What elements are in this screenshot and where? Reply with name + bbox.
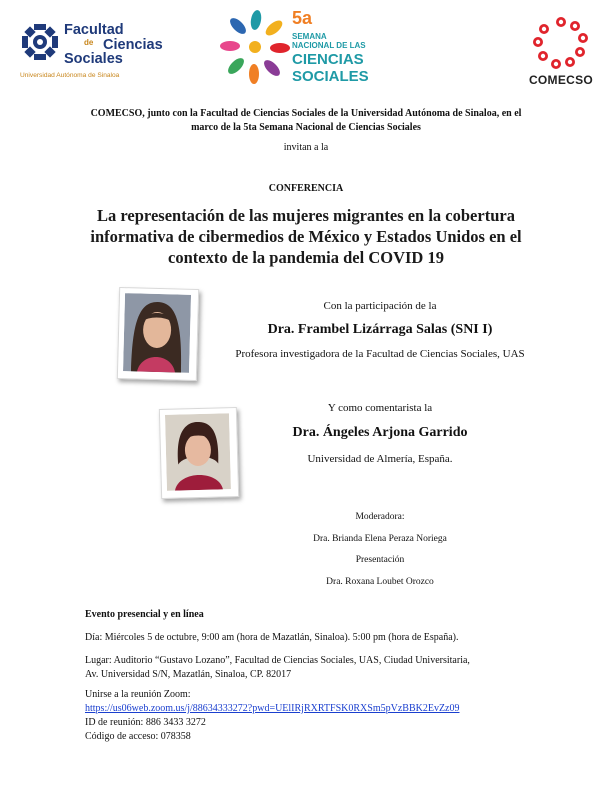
comecso-wordmark: COMECSO (528, 73, 594, 87)
flower-icon (218, 8, 294, 88)
zoom-label: Unirse a la reunión Zoom: (85, 689, 191, 700)
participant-intro: Con la participación de la (323, 300, 437, 312)
moderadora-name: Dra. Brianda Elena Peraza Noriega (313, 534, 447, 544)
portrait-woman-icon (165, 413, 231, 491)
commentator-photo (159, 407, 239, 499)
presentacion-name: Dra. Roxana Loubet Orozco (326, 577, 434, 587)
conference-title: La representación de las mujeres migrantes en la cobertura informativa de cibermedios de México y Estados Unidos en el contexto de la pandemia del COVID 19 (90, 206, 522, 267)
passcode: Código de acceso: 078358 (85, 731, 191, 742)
semana-line1: SEMANA (292, 32, 327, 41)
participant-name: Dra. Frambel Lizárraga Salas (SNI I) (267, 322, 493, 337)
fcs-sub: Universidad Autónoma de Sinaloa (20, 72, 120, 79)
semana-line3: CIENCIAS (292, 51, 364, 68)
semana-logo (218, 8, 388, 90)
invitan-text: invitan a la (283, 142, 329, 153)
commentator-affiliation: Universidad de Almería, España. (307, 453, 453, 465)
presentacion-label: Presentación (355, 555, 405, 565)
conferencia-label: CONFERENCIA (268, 183, 344, 194)
commentator-intro: Y como comentarista la (327, 402, 433, 414)
participant-photo (117, 287, 199, 381)
participant-role: Profesora investigadora de la Facultad de Ciencias Sociales, UAS (235, 348, 525, 360)
event-date: Día: Miércoles 5 de octubre, 9:00 am (hora de Mazatlán, Sinaloa). 5:00 pm (hora de España). (85, 632, 459, 643)
moderadora-label: Moderadora: (355, 512, 405, 522)
event-mode: Evento presencial y en línea (85, 609, 204, 620)
commentator-name: Dra. Ángeles Arjona Garrido (292, 425, 468, 440)
fcs-logo (20, 22, 163, 82)
meeting-id: ID de reunión: 886 3433 3272 (85, 717, 206, 728)
fcs-emblem-icon (20, 22, 60, 68)
fcs-line2: Ciencias (103, 37, 163, 53)
zoom-link[interactable]: https://us06web.zoom.us/j/88634333272?pwd=UElIRjRXRTFSK0RXSm5pVzBBK2EvZz09 (85, 703, 460, 714)
event-location-line2: Av. Universidad S/N, Mazatlán, Sinaloa, CP. 82017 (85, 669, 292, 680)
semana-line2: NACIONAL DE LAS (292, 41, 366, 50)
comecso-logo (520, 16, 602, 86)
fcs-line1: Facultad (64, 22, 124, 38)
semana-num: 5a (292, 8, 313, 28)
event-location-line1: Lugar: Auditorio “Gustavo Lozano”, Facultad de Ciencias Sociales, UAS, Ciudad Universitaria, (85, 655, 470, 666)
intro-text: COMECSO, junto con la Facultad de Ciencias Sociales de la Universidad Autónoma de Sinaloa, en el marco de la 5ta Semana Nacional de Ciencias Sociales (90, 108, 522, 133)
portrait-woman-icon (123, 293, 191, 373)
fcs-de: de (84, 38, 94, 47)
semana-line4: SOCIALES (292, 68, 369, 85)
comecso-ring-icon (520, 16, 602, 72)
fcs-line3: Sociales (64, 51, 123, 67)
